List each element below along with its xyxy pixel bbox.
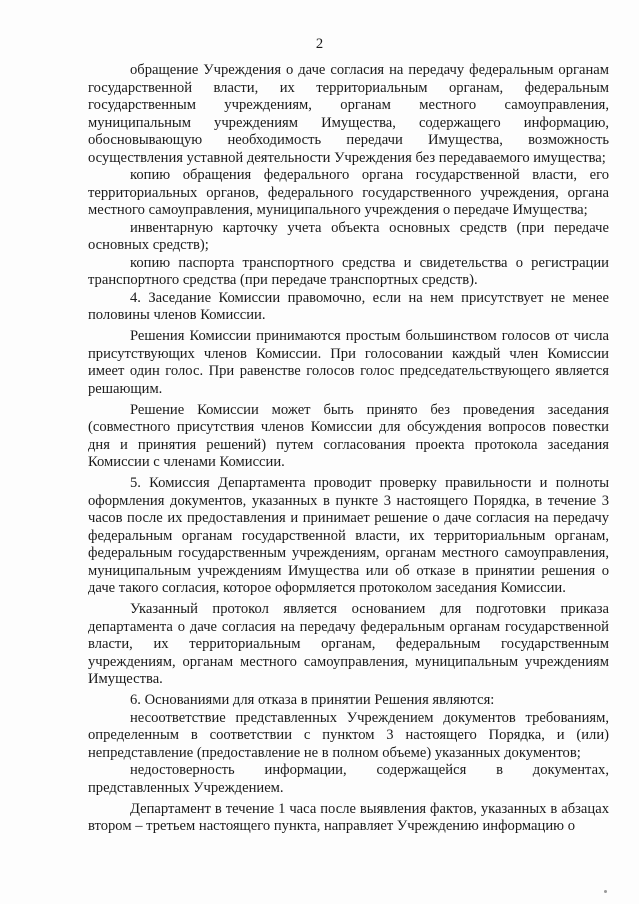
paragraph-nonconformity: несоответствие представленных Учреждением документов требованиям, определенным в соответствии с пунктом 3 настоящего Порядка, и (или) непредставление (предоставление не в полном объеме) указанных документов;	[88, 709, 609, 761]
paragraph-quorum: 4. Заседание Комиссии правомочно, если на нем присутствует не менее половины членов Комиссии.	[88, 289, 609, 323]
paragraph-majority-vote: Решения Комиссии принимаются простым большинством голосов от числа присутствующих членов Комиссии. При голосовании каждый член Комиссии имеет один голос. При равенстве голосов голос председательствующего является решающим.	[88, 328, 609, 397]
paragraph-request-letter: обращение Учреждения о даче согласия на передачу федеральным органам государственной власти, их территориальным органам, федеральным государственным учреждениям, органам местного самоуправления, муниципальным учреждениям Имущества, содержащего информацию, обосновывающую необходимость передачи Имущества, возможность осуществления уставной деятельности Учреждения без передаваемого имущества;	[88, 62, 609, 166]
paragraph-decision-without-meeting: Решение Комиссии может быть принято без проведения заседания (совместного присутствия членов Комиссии для обсуждения вопросов повестки дня и принятия решений) путем согласования проекта протокола заседания Комиссии с членами Комиссии.	[88, 401, 609, 470]
paragraph-vehicle-passport: копию паспорта транспортного средства и свидетельства о регистрации транспортного средства (при передаче транспортных средств).	[88, 254, 609, 288]
paragraph-federal-request-copy: копию обращения федерального органа государственной власти, его территориальных органов, федерального государственного учреждения, органа местного самоуправления, муниципального учреждения о передаче Имущества;	[88, 167, 609, 218]
page-number: 2	[315, 36, 324, 52]
paragraph-unreliable-info: недостоверность информации, содержащейся в документах, представленных Учреждением.	[88, 762, 609, 796]
paragraph-department-notice: Департамент в течение 1 часа после выявления фактов, указанных в абзацах втором – третьем настоящего пункта, направляет Учреждению информацию о	[88, 800, 609, 834]
scan-speck	[604, 890, 607, 893]
paragraph-document-check: 5. Комиссия Департамента проводит проверку правильности и полноты оформления документов, указанных в пункте 3 настоящего Порядка, в течение 3 часов после их предоставления и принимает решение о даче согласия на передачу федеральным органам государственной власти, их территориальным органам, федеральным государственным учреждениям, органам местного самоуправления, муниципальным учреждениям Имущества или об отказе в принятии решения о даче такого согласия, которое оформляется протоколом заседания Комиссии.	[88, 475, 609, 596]
paragraph-refusal-grounds: 6. Основаниями для отказа в принятии Решения являются:	[130, 692, 495, 708]
paragraph-protocol-basis: Указанный протокол является основанием для подготовки приказа департамента о даче согласия на передачу федеральным органам государственной власти, их территориальным органам, федеральным государственным учреждениям, органам местного самоуправления, муниципальным учреждениям Имущества.	[88, 601, 609, 687]
paragraph-inventory-card: инвентарную карточку учета объекта основных средств (при передаче основных средств);	[88, 219, 609, 253]
document-body	[88, 62, 609, 839]
